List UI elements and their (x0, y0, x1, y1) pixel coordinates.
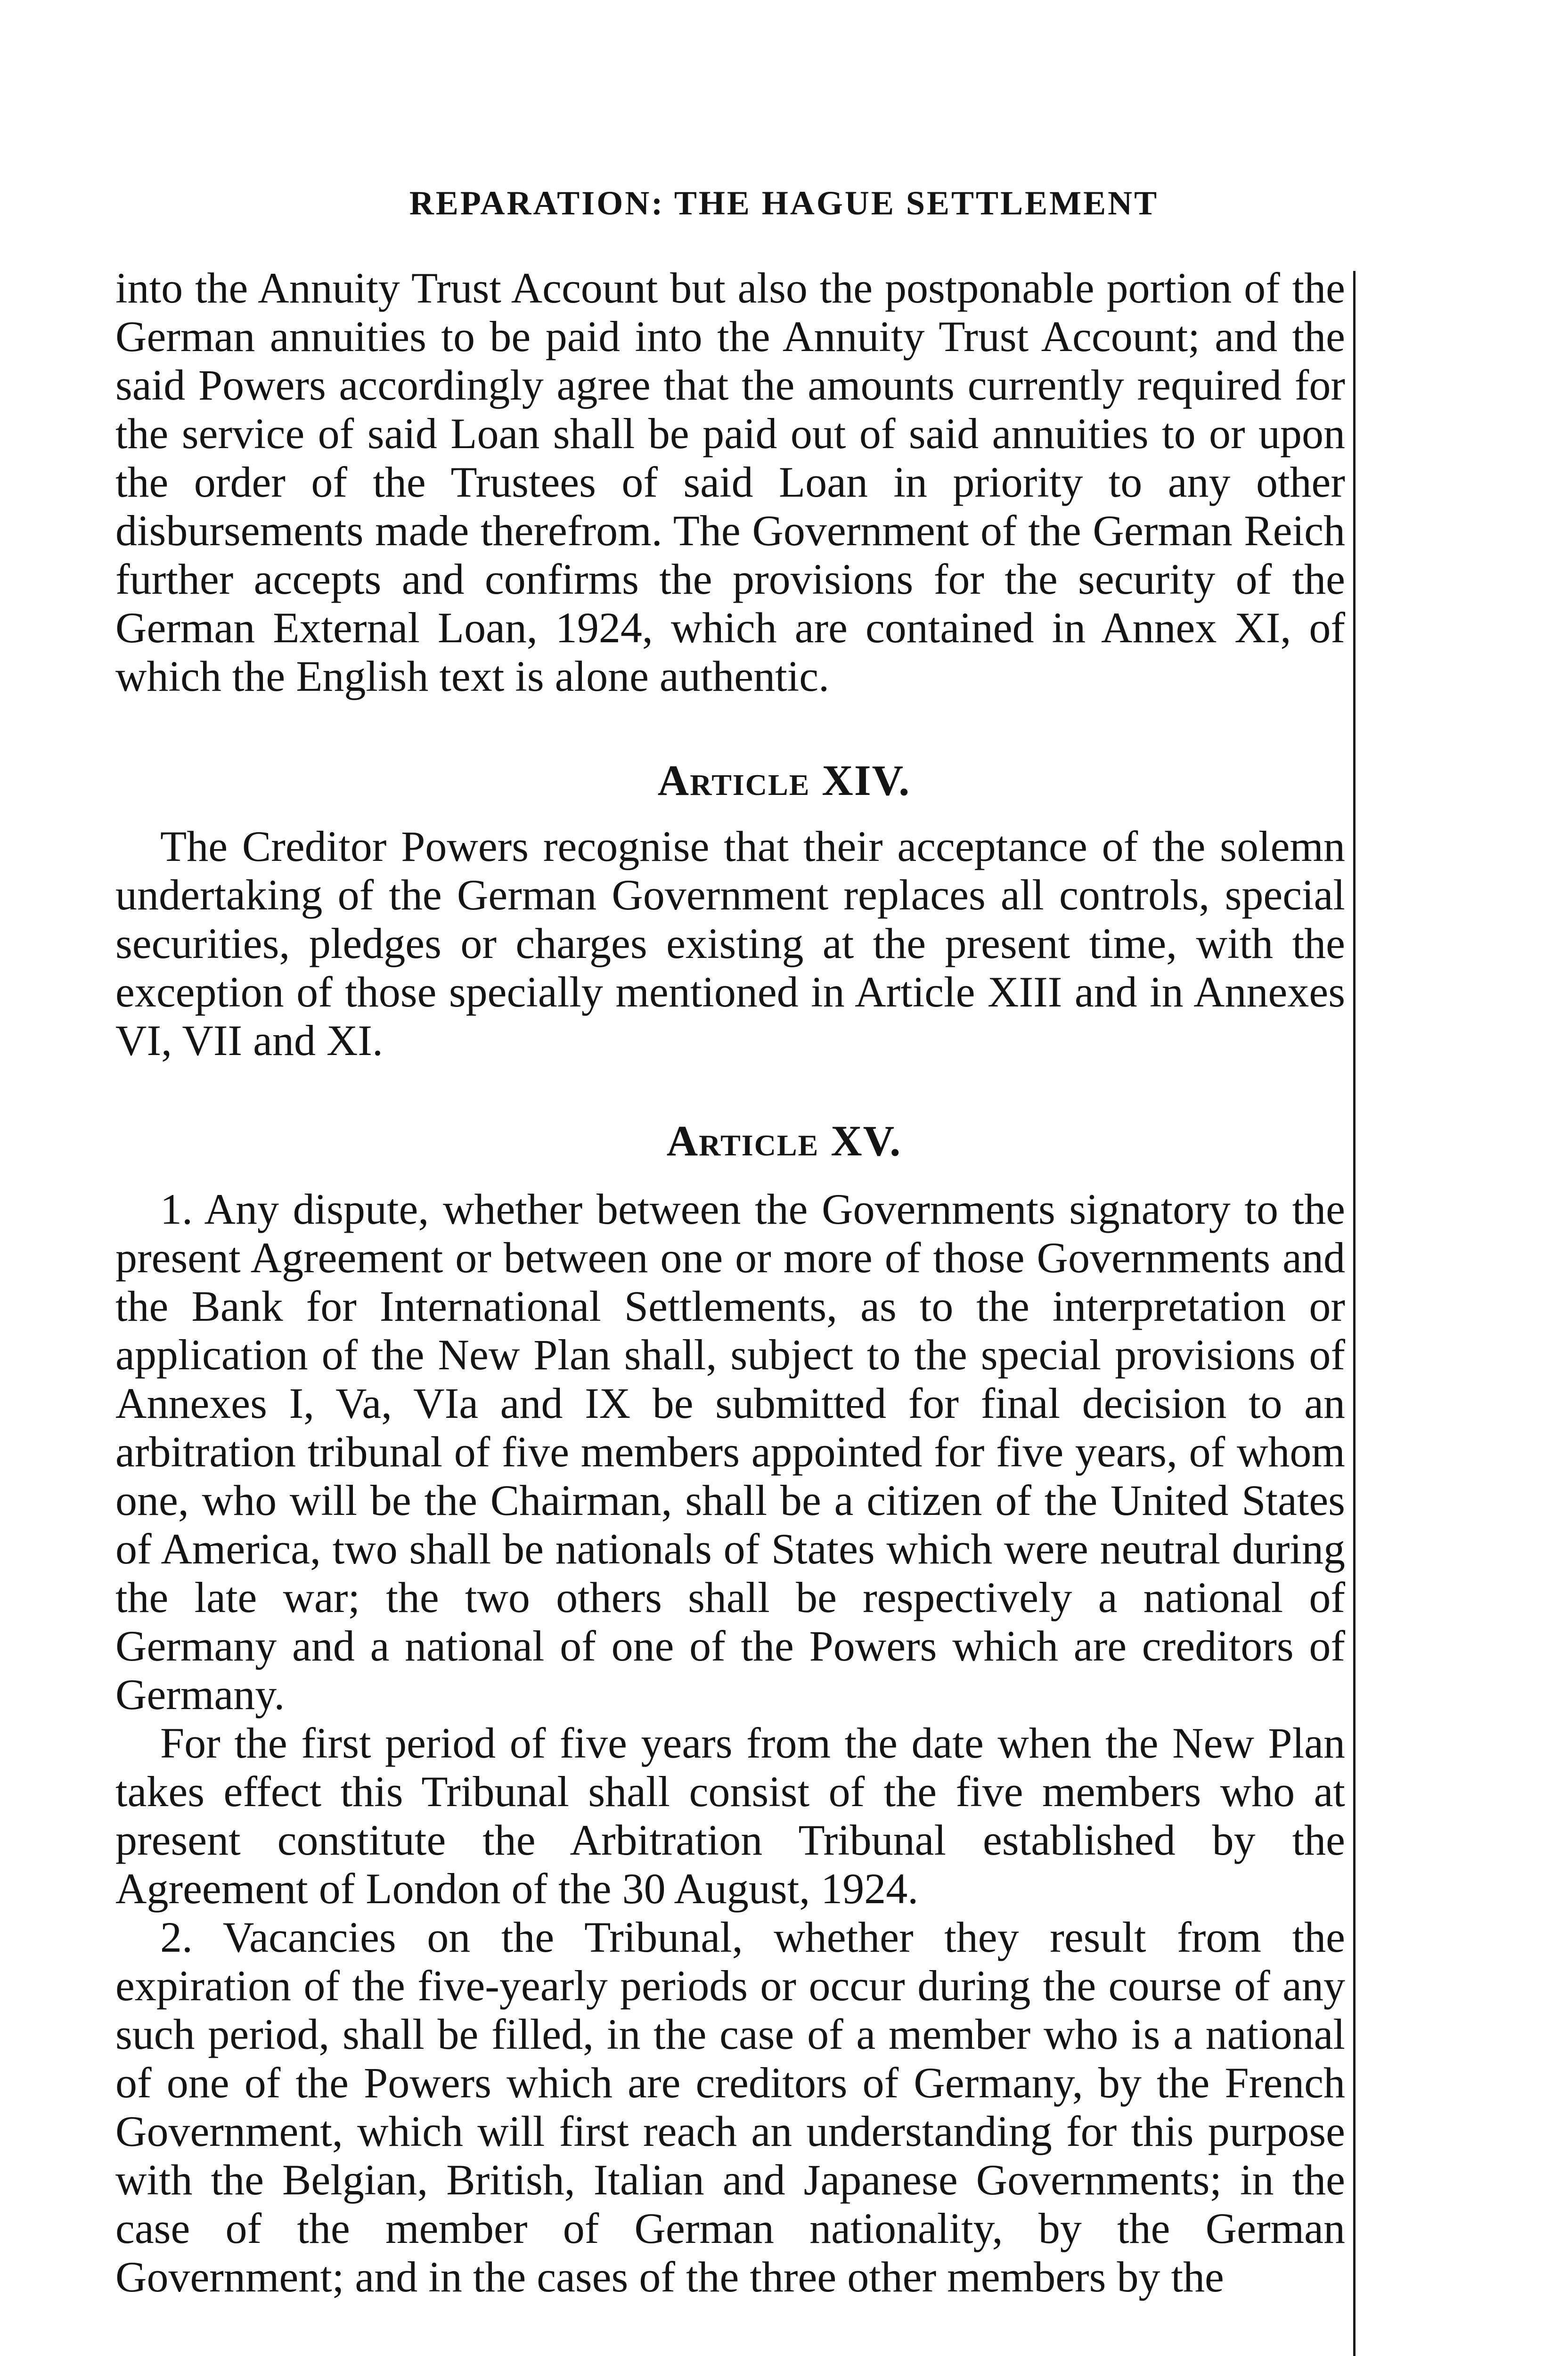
article-xiv-paragraph: The Creditor Powers recognise that their acceptance of the solemn undertaking of the German Government replaces all controls, special securities, pledges or charges existing at the present time, with the exception of those specially mentioned in Article XIII and in Annexes VI, VII and XI. (115, 822, 1345, 1064)
article-xv-paragraph-3: 2. Vacancies on the Tribunal, whether they result from the expiration of the five-yearly periods or occur during the course of any such period, shall be filled, in the case of a member who is a national of one of the Powers which are creditors of Germany, by the French Government, which will first reach an understanding for this purpose with the Belgian, British, Italian and Japanese Governments; in the case of the member of German nationality, by the German Government; and in the cases of the three other members by the (115, 1913, 1345, 2301)
article-xiv-heading: Article XIV. (657, 756, 911, 804)
article-xv-paragraph-1: 1. Any dispute, whether between the Governments signatory to the present Agreement or between one or more of those Governments and the Bank for International Settlements, as to the interpretation or application of the New Plan shall, subject to the special provisions of Annexes I, Va, VIa and IX be submitted for final decision to an arbitration tribunal of five members appointed for five years, of whom one, who will be the Chairman, shall be a citizen of the United States of America, two shall be nationals of States which were neutral during the late war; the two others shall be respectively a national of Germany and a national of one of the Powers which are creditors of Germany. (115, 1185, 1345, 1718)
right-margin-rule (1353, 271, 1356, 2356)
article-xv-paragraph-2: For the first period of five years from the date when the New Plan takes effect this Tribunal shall consist of the five members who at present constitute the Arbitration Tribunal established by the Agreement of London of the 30 August, 1924. (115, 1719, 1345, 1913)
running-header: REPARATION: THE HAGUE SETTLEMENT (409, 184, 1159, 222)
article-xiv-body (115, 822, 1345, 1065)
continuation-paragraph (115, 264, 1345, 701)
article-xv-body (115, 1185, 1345, 2301)
article-xv-heading: Article XV. (666, 1117, 902, 1165)
continuation-paragraph-text: into the Annuity Trust Account but also the postponable portion of the German annuities to be paid into the Annuity Trust Account; and the said Powers accordingly agree that the amounts currently required for the service of said Loan shall be paid out of said annuities to or upon the order of the Trustees of said Loan in priority to any other disbursements made therefrom. The Government of the German Reich further accepts and confirms the provisions for the security of the German External Loan, 1924, which are contained in Annex XI, of which the English text is alone authentic. (115, 264, 1345, 700)
